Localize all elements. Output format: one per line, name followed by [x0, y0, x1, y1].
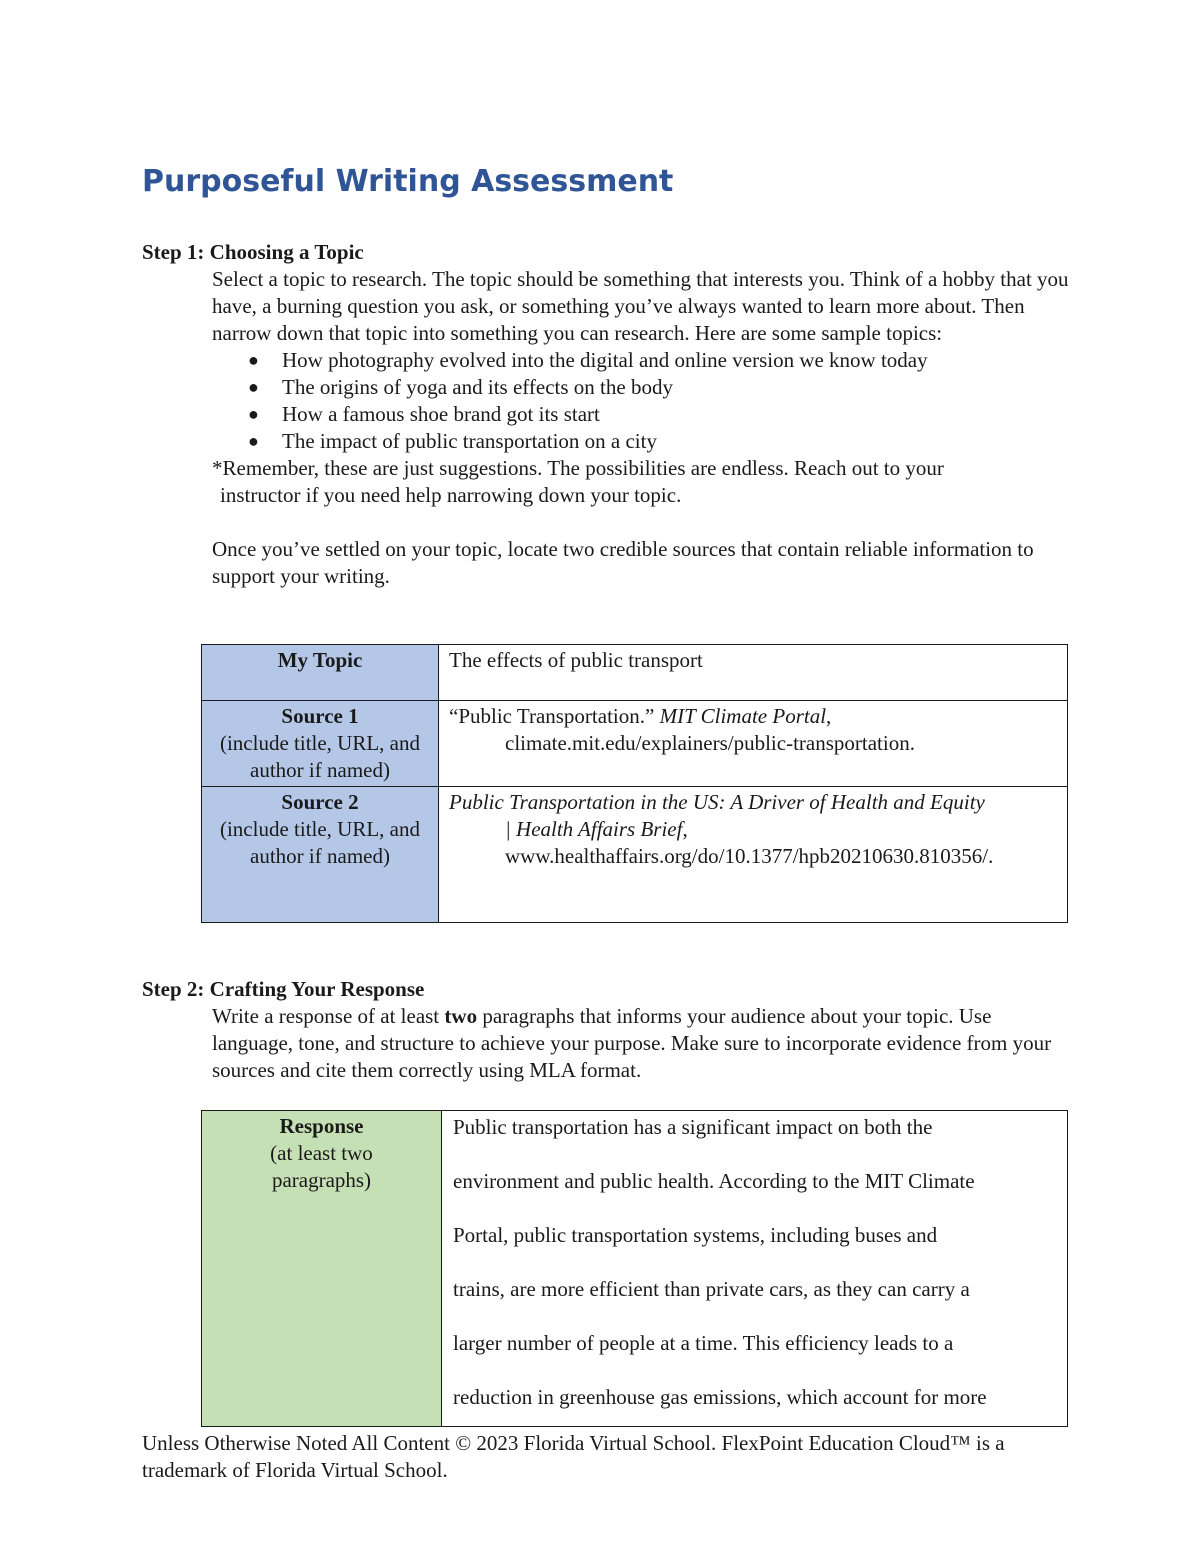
- page-title: Purposeful Writing Assessment: [142, 164, 674, 199]
- source2-title-line2: [449, 816, 1057, 843]
- response-table: [201, 1110, 1068, 1427]
- bullet-icon: ●: [248, 431, 259, 451]
- bullet-icon: ●: [248, 377, 259, 397]
- response-line: Public transportation has a significant impact on both the: [453, 1115, 933, 1139]
- table-row: [202, 1111, 1068, 1427]
- list-item: [212, 374, 1072, 401]
- response-line: environment and public health. According to the MIT Climate: [453, 1169, 975, 1193]
- table-row: [202, 645, 1068, 701]
- step2-intro-bold: two: [444, 1004, 478, 1028]
- remember-note-line2: instructor if you need help narrowing down your topic.: [220, 483, 682, 507]
- source2-url: www.healthaffairs.org/do/10.1377/hpb20210630.810356/.: [505, 844, 994, 868]
- list-item: [212, 401, 1072, 428]
- source1-sublabel: (include title, URL, and author if named): [219, 731, 421, 782]
- step2-intro: [212, 1003, 1062, 1084]
- bullet-icon: ●: [248, 404, 259, 424]
- list-item: [212, 347, 1072, 374]
- step2-intro-after: paragraphs that informs your audience about your topic. Use language, tone, and structure to achieve your purpose. Make sure to incorporate evidence from your sources and cite them correctly using MLA format.: [212, 1004, 1052, 1082]
- source2-label: Source 2: [281, 790, 359, 814]
- step2-body: [212, 1003, 1062, 1084]
- source2-comma: ,: [682, 817, 688, 841]
- step2-heading: Step 2: Crafting Your Response: [142, 977, 425, 1001]
- response-label: Response: [279, 1114, 364, 1138]
- source2-label-cell: [202, 787, 439, 923]
- table-row: [202, 701, 1068, 787]
- source2-sublabel: (include title, URL, and author if named): [219, 817, 421, 868]
- response-line: trains, are more efficient than private cars, as they can carry a: [453, 1277, 970, 1301]
- source2-title: Public Transportation in the US: A Driver of Health and Equity: [449, 790, 985, 814]
- step1-intro: Select a topic to research. The topic should be something that interests you. Think of a hobby that you have, a burning question you ask, or something you’ve always wanted to learn more about. Then narrow down that topic into something you can research. Here are some sample topics:: [212, 267, 1069, 345]
- source2-title2: | Health Affairs Brief: [505, 817, 683, 841]
- list-item-text: How a famous shoe brand got its start: [282, 402, 600, 426]
- response-text: [453, 1111, 1063, 1425]
- source1-url: climate.mit.edu/explainers/public-transportation.: [505, 731, 915, 755]
- step1-heading: Step 1: Choosing a Topic: [142, 240, 364, 264]
- my-topic-label: My Topic: [277, 648, 363, 672]
- source1-container: MIT Climate Portal: [659, 704, 827, 728]
- sample-topics-list: [212, 347, 1072, 455]
- source1-title: “Public Transportation.”: [449, 704, 655, 728]
- source1-value-cell[interactable]: [439, 701, 1068, 787]
- source1-comma: ,: [826, 704, 832, 728]
- table-row: [202, 787, 1068, 923]
- response-sublabel: (at least two paragraphs): [270, 1141, 373, 1192]
- response-line: larger number of people at a time. This efficiency leads to a: [453, 1331, 954, 1355]
- source1-label: Source 1: [281, 704, 359, 728]
- list-item-text: The impact of public transportation on a city: [282, 429, 657, 453]
- remember-note: [212, 455, 1072, 509]
- bullet-icon: ●: [248, 350, 259, 370]
- remember-note-line1: *Remember, these are just suggestions. The possibilities are endless. Reach out to your: [212, 456, 944, 480]
- step1-body: [212, 266, 1072, 590]
- copyright-footer: Unless Otherwise Noted All Content © 2023 Florida Virtual School. FlexPoint Education Cloud™ is a trademark of Florida Virtual School.: [142, 1431, 1005, 1482]
- list-item: [212, 428, 1072, 455]
- topic-sources-table: [201, 644, 1068, 923]
- source1-label-cell: [202, 701, 439, 787]
- response-label-cell: [202, 1111, 442, 1427]
- my-topic-value: The effects of public transport: [449, 648, 703, 672]
- source2-value-cell[interactable]: [439, 787, 1068, 923]
- response-line: reduction in greenhouse gas emissions, which account for more: [453, 1385, 987, 1409]
- sources-instruction: Once you’ve settled on your topic, locate two credible sources that contain reliable information to support your writing.: [212, 537, 1034, 588]
- list-item-text: The origins of yoga and its effects on the body: [282, 375, 673, 399]
- list-item-text: How photography evolved into the digital and online version we know today: [282, 348, 928, 372]
- response-text-cell[interactable]: [442, 1111, 1068, 1427]
- step2-intro-before: Write a response of at least: [212, 1004, 445, 1028]
- my-topic-value-cell[interactable]: [439, 645, 1068, 701]
- response-line: Portal, public transportation systems, including buses and: [453, 1223, 938, 1247]
- my-topic-label-cell: [202, 645, 439, 701]
